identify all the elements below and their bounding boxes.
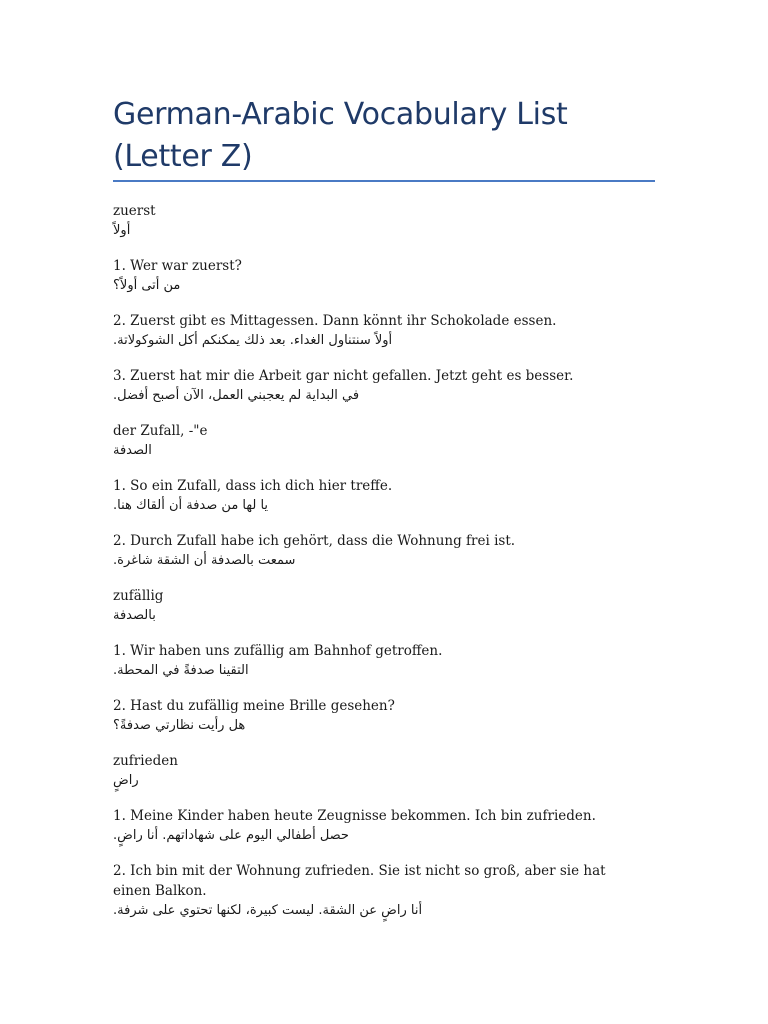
german-text: zufällig	[113, 588, 164, 604]
german-text: zufrieden	[113, 753, 178, 769]
german-text: 1. Wir haben uns zufällig am Bahnhof getroffen.	[113, 643, 443, 659]
page-title: German-Arabic Vocabulary List (Letter Z)	[113, 97, 568, 174]
german-text: der Zufall, -"e	[113, 423, 208, 439]
arabic-text: هل رأيت نظارتي صدفةً؟	[113, 718, 246, 733]
list-item	[113, 861, 633, 921]
list-item	[113, 311, 633, 351]
list-item	[113, 751, 633, 791]
list-item	[113, 531, 633, 571]
german-text: 2. Zuerst gibt es Mittagessen. Dann könnt ihr Schokolade essen.	[113, 313, 557, 329]
list-item	[113, 201, 633, 241]
list-item	[113, 641, 633, 681]
list-item	[113, 256, 633, 296]
arabic-text: أنا راضٍ عن الشقة. ليست كبيرة، لكنها تحتوي على شرفة.	[113, 903, 423, 918]
list-item	[113, 696, 633, 736]
arabic-text: أولاً	[113, 223, 131, 238]
german-text: 2. Hast du zufällig meine Brille gesehen?	[113, 698, 395, 714]
arabic-text: حصل أطفالي اليوم على شهاداتهم. أنا راضٍ.	[113, 828, 349, 843]
list-item	[113, 366, 633, 406]
list-item	[113, 586, 633, 626]
arabic-text: أولاً سنتناول الغداء. بعد ذلك يمكنكم أكل الشوكولاتة.	[113, 333, 393, 348]
german-text: 1. So ein Zufall, dass ich dich hier treffe.	[113, 478, 393, 494]
german-text: 2. Durch Zufall habe ich gehört, dass die Wohnung frei ist.	[113, 533, 516, 549]
arabic-text: بالصدفة	[113, 608, 156, 623]
title-divider	[113, 180, 655, 182]
arabic-text: التقينا صدفةً في المحطة.	[113, 663, 249, 678]
list-item	[113, 421, 633, 461]
german-text: 3. Zuerst hat mir die Arbeit gar nicht gefallen. Jetzt geht es besser.	[113, 368, 574, 384]
arabic-text: من أتى أولاً؟	[113, 278, 181, 293]
list-item	[113, 806, 633, 846]
german-text: 2. Ich bin mit der Wohnung zufrieden. Sie ist nicht so groß, aber sie hat einen Balkon.	[113, 863, 606, 899]
german-text: 1. Wer war zuerst?	[113, 258, 242, 274]
arabic-text: سمعت بالصدفة أن الشقة شاغرة.	[113, 553, 296, 568]
german-text: zuerst	[113, 203, 156, 219]
list-item	[113, 476, 633, 516]
vocabulary-list	[113, 201, 633, 936]
arabic-text: الصدفة	[113, 443, 152, 458]
arabic-text: في البداية لم يعجبني العمل، الآن أصبح أفضل.	[113, 388, 360, 403]
german-text: 1. Meine Kinder haben heute Zeugnisse bekommen. Ich bin zufrieden.	[113, 808, 596, 824]
arabic-text: راضٍ	[113, 773, 139, 788]
arabic-text: يا لها من صدفة أن ألقاك هنا.	[113, 498, 269, 513]
